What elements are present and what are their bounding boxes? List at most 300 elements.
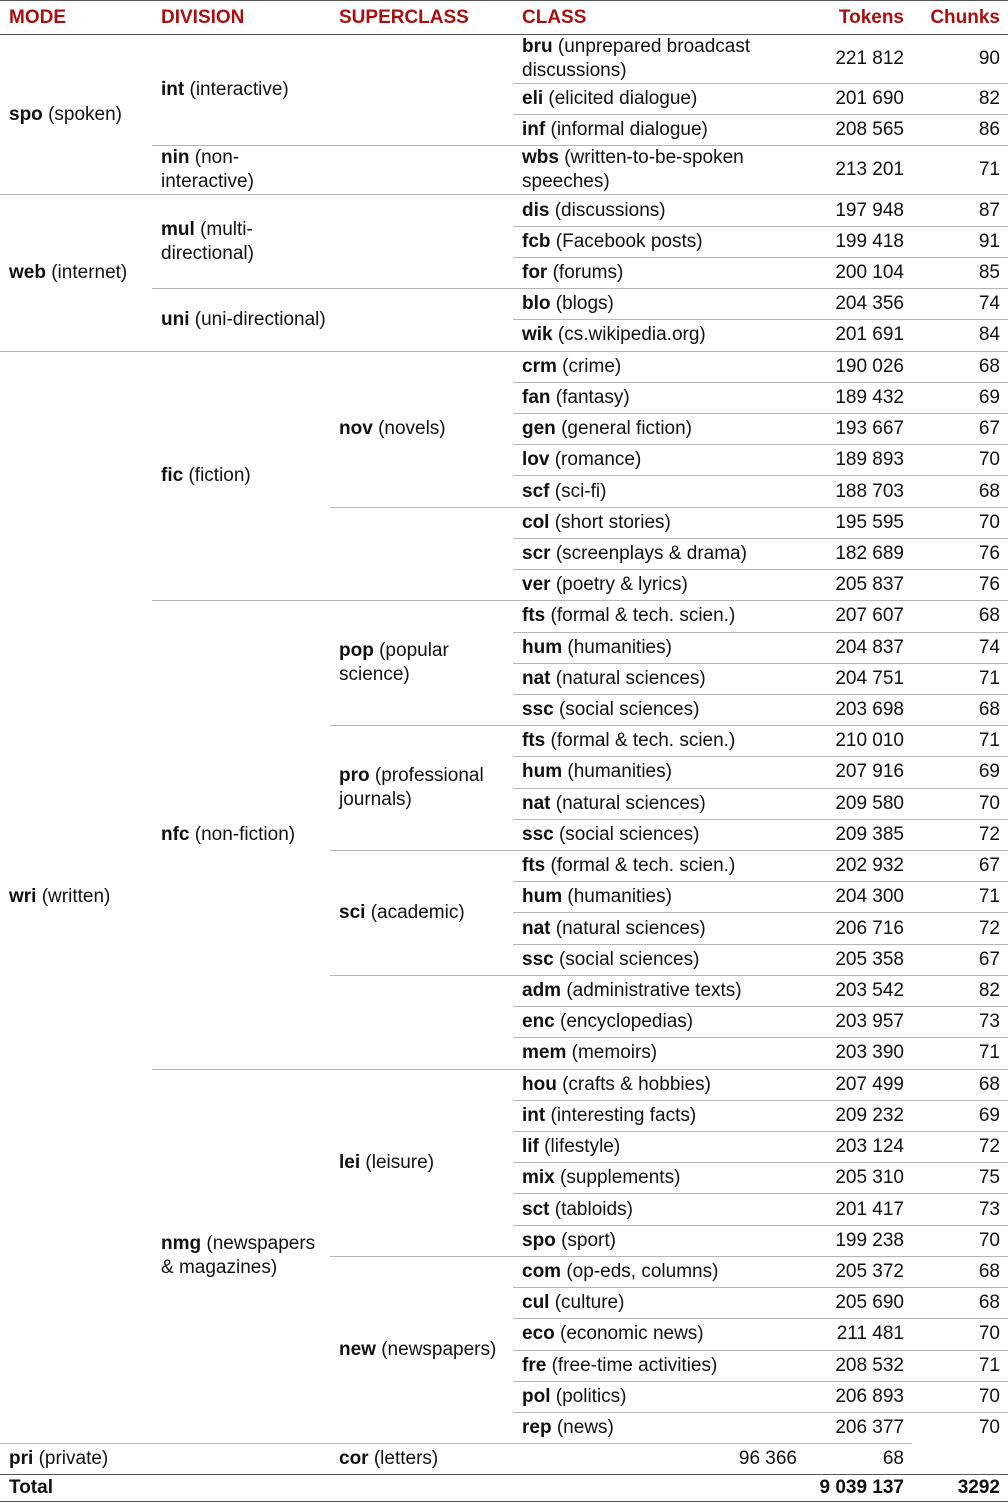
superclass-cell (330, 726, 513, 851)
tokens-cell: 207 607 (805, 601, 912, 632)
class-cell-desc: (unprepared broadcast discussions) (522, 36, 751, 81)
tokens-cell: 202 932 (805, 851, 912, 882)
tokens-cell: 210 010 (805, 726, 912, 757)
tokens-cell: 204 356 (805, 289, 912, 320)
chunks-cell: 74 (912, 289, 1008, 320)
class-cell (513, 1194, 805, 1225)
chunks-cell: 71 (912, 882, 1008, 913)
tokens-cell: 208 532 (805, 1350, 912, 1381)
class-cell (513, 819, 805, 850)
class-cell-code: fts (522, 605, 546, 627)
class-cell-desc: (fantasy) (555, 386, 630, 408)
tokens-cell: 201 690 (805, 84, 912, 115)
superclass-cell-code: nov (339, 418, 373, 440)
class-cell (513, 226, 805, 257)
class-cell (513, 382, 805, 413)
chunks-cell: 72 (912, 819, 1008, 850)
class-cell-desc: (interesting facts) (550, 1104, 697, 1126)
superclass-cell-desc: (novels) (378, 418, 446, 440)
tokens-cell: 190 026 (805, 351, 912, 382)
class-cell-desc: (written-to-be-spoken speeches) (522, 147, 744, 193)
tokens-cell: 208 565 (805, 115, 912, 146)
chunks-cell: 76 (912, 570, 1008, 601)
class-cell (513, 882, 805, 913)
class-cell (513, 1132, 805, 1163)
tokens-cell: 209 232 (805, 1100, 912, 1131)
chunks-cell: 68 (912, 601, 1008, 632)
class-cell (513, 538, 805, 569)
class-cell-desc: (short stories) (554, 511, 671, 533)
class-cell-desc: (humanities) (567, 761, 672, 783)
superclass-cell-code: lei (339, 1151, 361, 1173)
division-cell (0, 1444, 152, 1475)
division-cell (152, 1069, 330, 1444)
class-cell-desc: (blogs) (555, 293, 614, 315)
class-cell-code: crm (522, 355, 557, 377)
chunks-cell: 76 (912, 538, 1008, 569)
mode-cell-code: spo (9, 103, 43, 125)
tokens-cell: 203 698 (805, 694, 912, 725)
header-class: CLASS (513, 1, 805, 35)
class-cell-desc: (politics) (555, 1385, 627, 1407)
class-cell-code: spo (522, 1229, 556, 1251)
total-label: Total (0, 1475, 152, 1502)
class-cell-code: scf (522, 480, 550, 502)
class-cell (513, 788, 805, 819)
tokens-cell: 211 481 (805, 1319, 912, 1350)
class-cell (513, 445, 805, 476)
class-cell-code: eli (522, 88, 544, 110)
class-cell-desc: (humanities) (567, 636, 672, 658)
superclass-cell-desc: (professional journals) (339, 765, 484, 811)
class-cell (513, 507, 805, 538)
tokens-cell: 213 201 (805, 146, 912, 195)
tokens-cell: 205 358 (805, 944, 912, 975)
superclass-cell-desc: (popular science) (339, 640, 449, 686)
superclass-cell-code: pro (339, 765, 370, 787)
chunks-cell: 91 (912, 226, 1008, 257)
superclass-cell-desc: (academic) (370, 901, 465, 923)
division-cell (152, 146, 330, 195)
class-cell-code: nat (522, 917, 551, 939)
chunks-cell: 67 (912, 944, 1008, 975)
class-cell-code: eco (522, 1323, 555, 1345)
header-chunks: Chunks (912, 1, 1008, 35)
header-mode: MODE (0, 1, 152, 35)
division-cell-code: fic (161, 464, 184, 486)
tokens-cell: 207 499 (805, 1069, 912, 1100)
header-division: DIVISION (152, 1, 330, 35)
class-cell-code: ssc (522, 823, 554, 845)
mode-cell-desc: (written) (41, 886, 111, 908)
class-cell (513, 1256, 805, 1287)
table-row (0, 289, 1008, 320)
chunks-cell: 87 (912, 195, 1008, 226)
division-cell-code: nin (161, 147, 190, 169)
chunks-cell: 82 (912, 975, 1008, 1006)
class-cell-desc: (culture) (554, 1292, 625, 1314)
division-cell-code: uni (161, 308, 190, 330)
class-cell (513, 601, 805, 632)
class-cell (513, 1038, 805, 1069)
superclass-cell (330, 35, 513, 146)
superclass-cell (152, 1444, 330, 1475)
tokens-cell: 221 812 (805, 35, 912, 84)
chunks-cell: 68 (912, 1256, 1008, 1287)
division-cell-desc: (non-fiction) (194, 823, 296, 845)
chunks-cell: 70 (912, 788, 1008, 819)
header-row (0, 1, 1008, 35)
class-cell-desc: (Facebook posts) (555, 230, 703, 252)
division-cell-desc: (private) (38, 1448, 109, 1470)
class-cell (513, 476, 805, 507)
chunks-cell: 70 (912, 507, 1008, 538)
chunks-cell: 71 (912, 1350, 1008, 1381)
tokens-cell: 189 893 (805, 445, 912, 476)
table-row (0, 351, 1008, 382)
chunks-cell: 71 (912, 663, 1008, 694)
class-cell-desc: (memoirs) (571, 1042, 658, 1064)
class-cell-code: cul (522, 1292, 550, 1314)
class-cell (513, 35, 805, 84)
tokens-cell: 199 238 (805, 1225, 912, 1256)
chunks-cell: 75 (912, 1163, 1008, 1194)
tokens-cell: 204 751 (805, 663, 912, 694)
division-cell-code: mul (161, 218, 195, 240)
class-cell (513, 1381, 805, 1412)
division-cell (152, 351, 330, 601)
class-cell (513, 913, 805, 944)
superclass-cell (330, 195, 513, 289)
chunks-cell: 68 (805, 1444, 912, 1475)
mode-cell-code: web (9, 261, 46, 283)
class-cell-code: int (522, 1104, 546, 1126)
class-cell-code: col (522, 511, 550, 533)
class-cell-code: inf (522, 119, 546, 141)
class-cell (513, 1163, 805, 1194)
class-cell (513, 1100, 805, 1131)
mode-cell (0, 195, 152, 351)
tokens-cell: 203 124 (805, 1132, 912, 1163)
chunks-cell: 67 (912, 413, 1008, 444)
class-cell-code: ssc (522, 948, 554, 970)
class-cell (513, 351, 805, 382)
superclass-cell-code: pop (339, 640, 374, 662)
class-cell-code: hum (522, 886, 563, 908)
class-cell (513, 146, 805, 195)
class-cell-desc: (crafts & hobbies) (562, 1073, 712, 1095)
class-cell-desc: (poetry & lyrics) (555, 574, 688, 596)
superclass-cell (330, 507, 513, 601)
tokens-cell: 201 417 (805, 1194, 912, 1225)
class-cell-code: mix (522, 1167, 555, 1189)
class-cell-code: fts (522, 855, 546, 877)
chunks-cell: 68 (912, 476, 1008, 507)
chunks-cell: 86 (912, 115, 1008, 146)
class-cell (513, 320, 805, 351)
chunks-cell: 73 (912, 1007, 1008, 1038)
class-cell-code: hum (522, 761, 563, 783)
class-cell-code: cor (339, 1448, 369, 1470)
division-cell-desc: (non-interactive) (161, 147, 254, 193)
class-cell-desc: (free-time activities) (551, 1354, 718, 1376)
class-cell-desc: (formal & tech. scien.) (550, 855, 736, 877)
class-cell-code: for (522, 261, 548, 283)
class-cell-desc: (sci-fi) (554, 480, 607, 502)
superclass-cell (330, 975, 513, 1069)
class-cell-code: nat (522, 792, 551, 814)
mode-cell-desc: (spoken) (48, 103, 122, 125)
class-cell-desc: (general fiction) (561, 418, 693, 440)
class-cell-code: bru (522, 36, 553, 57)
class-cell-code: fts (522, 730, 546, 752)
class-cell (513, 1319, 805, 1350)
class-cell-code: fre (522, 1354, 547, 1376)
division-cell (152, 195, 330, 289)
class-cell (513, 757, 805, 788)
class-cell-desc: (letters) (373, 1448, 439, 1470)
tokens-cell: 209 385 (805, 819, 912, 850)
division-cell-desc: (multi-directional) (161, 218, 254, 264)
table-row (0, 601, 1008, 632)
class-cell (513, 851, 805, 882)
division-cell-desc: (fiction) (188, 464, 251, 486)
mode-cell (0, 351, 152, 1444)
tokens-cell: 205 837 (805, 570, 912, 601)
chunks-cell: 68 (912, 1288, 1008, 1319)
class-cell-desc: (supplements) (560, 1167, 681, 1189)
tokens-cell: 206 377 (805, 1412, 912, 1443)
class-cell-code: hou (522, 1073, 557, 1095)
chunks-cell: 68 (912, 1069, 1008, 1100)
superclass-cell-desc: (leisure) (365, 1151, 435, 1173)
tokens-cell: 206 893 (805, 1381, 912, 1412)
total-empty-cell (152, 1475, 330, 1502)
division-cell-desc: (newspapers & magazines) (161, 1233, 316, 1279)
class-cell-code: lov (522, 449, 550, 471)
chunks-cell: 72 (912, 913, 1008, 944)
superclass-cell (330, 289, 513, 351)
class-cell-desc: (economic news) (560, 1323, 704, 1345)
class-cell-code: gen (522, 418, 556, 440)
class-cell (513, 663, 805, 694)
superclass-cell-code: new (339, 1339, 376, 1361)
total-empty-cell (330, 1475, 513, 1502)
tokens-cell: 96 366 (513, 1444, 805, 1475)
superclass-cell (330, 851, 513, 976)
class-cell-code: wik (522, 324, 553, 346)
class-cell-code: sct (522, 1198, 550, 1220)
chunks-cell: 71 (912, 146, 1008, 195)
class-cell-code: nat (522, 667, 551, 689)
class-cell-desc: (sport) (561, 1229, 616, 1251)
tokens-cell: 205 310 (805, 1163, 912, 1194)
tokens-cell: 205 690 (805, 1288, 912, 1319)
chunks-cell: 84 (912, 320, 1008, 351)
class-cell (513, 1350, 805, 1381)
class-cell (513, 1412, 805, 1443)
division-cell (152, 289, 330, 351)
table-row (0, 195, 1008, 226)
mode-cell-desc: (internet) (51, 261, 128, 283)
tokens-cell: 197 948 (805, 195, 912, 226)
class-cell-code: com (522, 1260, 562, 1282)
total-chunks: 3292 (912, 1475, 1008, 1502)
class-cell (513, 1069, 805, 1100)
division-cell-desc: (uni-directional) (194, 308, 326, 330)
chunks-cell: 90 (912, 35, 1008, 84)
chunks-cell: 70 (912, 1381, 1008, 1412)
class-cell (513, 570, 805, 601)
class-cell-code: ssc (522, 699, 554, 721)
class-cell-desc: (social sciences) (558, 823, 700, 845)
superclass-cell (330, 146, 513, 195)
class-cell-code: rep (522, 1417, 552, 1439)
class-cell-desc: (screenplays & drama) (555, 542, 747, 564)
class-cell (513, 413, 805, 444)
superclass-cell-desc: (newspapers) (381, 1339, 497, 1361)
class-cell (513, 632, 805, 663)
chunks-cell: 85 (912, 257, 1008, 288)
division-cell-code: nmg (161, 1233, 202, 1255)
table-row (0, 146, 1008, 195)
class-cell (513, 1225, 805, 1256)
class-cell (513, 289, 805, 320)
tokens-cell: 195 595 (805, 507, 912, 538)
class-cell-desc: (news) (556, 1417, 614, 1439)
superclass-cell (330, 1256, 513, 1443)
class-cell-desc: (natural sciences) (555, 792, 706, 814)
tokens-cell: 188 703 (805, 476, 912, 507)
class-cell (513, 1288, 805, 1319)
class-cell-code: mem (522, 1042, 567, 1064)
class-cell-desc: (administrative texts) (566, 980, 742, 1002)
chunks-cell: 69 (912, 757, 1008, 788)
class-cell-code: ver (522, 574, 551, 596)
class-cell-code: enc (522, 1011, 555, 1033)
class-cell-code: fan (522, 386, 551, 408)
class-cell-desc: (formal & tech. scien.) (550, 605, 736, 627)
tokens-cell: 203 957 (805, 1007, 912, 1038)
class-cell (513, 1007, 805, 1038)
division-cell-code: pri (9, 1448, 34, 1470)
class-cell-code: fcb (522, 230, 551, 252)
superclass-cell (330, 1069, 513, 1256)
class-cell-desc: (romance) (554, 449, 642, 471)
class-cell (513, 84, 805, 115)
chunks-cell: 68 (912, 694, 1008, 725)
class-cell-code: pol (522, 1385, 551, 1407)
table-row (0, 1069, 1008, 1100)
chunks-cell: 70 (912, 1225, 1008, 1256)
class-cell (330, 1444, 513, 1475)
chunks-cell: 74 (912, 632, 1008, 663)
tokens-cell: 200 104 (805, 257, 912, 288)
chunks-cell: 70 (912, 445, 1008, 476)
tokens-cell: 203 542 (805, 975, 912, 1006)
class-cell-code: wbs (522, 147, 559, 169)
class-cell-desc: (lifestyle) (544, 1136, 621, 1158)
class-cell-desc: (tabloids) (554, 1198, 633, 1220)
chunks-cell: 72 (912, 1132, 1008, 1163)
class-cell-desc: (social sciences) (558, 699, 700, 721)
chunks-cell: 67 (912, 851, 1008, 882)
class-cell-desc: (social sciences) (558, 948, 700, 970)
mode-cell-code: wri (9, 886, 37, 908)
superclass-cell-code: sci (339, 901, 366, 923)
class-cell (513, 944, 805, 975)
class-cell-desc: (cs.wikipedia.org) (557, 324, 706, 346)
header-tokens: Tokens (805, 1, 912, 35)
class-cell-code: adm (522, 980, 562, 1002)
tokens-cell: 204 837 (805, 632, 912, 663)
class-cell-desc: (op-eds, columns) (566, 1260, 719, 1282)
class-cell (513, 195, 805, 226)
class-cell-desc: (encyclopedias) (560, 1011, 694, 1033)
class-cell-code: hum (522, 636, 563, 658)
total-tokens: 9 039 137 (805, 1475, 912, 1502)
division-cell-code: int (161, 79, 185, 101)
class-cell-desc: (formal & tech. scien.) (550, 730, 736, 752)
chunks-cell: 73 (912, 1194, 1008, 1225)
chunks-cell: 69 (912, 382, 1008, 413)
tokens-cell: 201 691 (805, 320, 912, 351)
header-superclass: SUPERCLASS (330, 1, 513, 35)
division-cell-code: nfc (161, 823, 190, 845)
tokens-cell: 182 689 (805, 538, 912, 569)
tokens-cell: 199 418 (805, 226, 912, 257)
tokens-cell: 206 716 (805, 913, 912, 944)
tokens-cell: 189 432 (805, 382, 912, 413)
class-cell-code: blo (522, 293, 551, 315)
chunks-cell: 70 (912, 1412, 1008, 1443)
division-cell (152, 601, 330, 1069)
class-cell-desc: (natural sciences) (555, 917, 706, 939)
chunks-cell: 69 (912, 1100, 1008, 1131)
class-cell (513, 975, 805, 1006)
total-row (0, 1475, 1008, 1502)
class-cell-desc: (humanities) (567, 886, 672, 908)
mode-cell (0, 35, 152, 195)
class-cell-desc: (natural sciences) (555, 667, 706, 689)
class-cell-desc: (informal dialogue) (550, 119, 708, 141)
superclass-cell (330, 601, 513, 726)
class-cell-code: scr (522, 542, 551, 564)
class-cell-desc: (crime) (562, 355, 622, 377)
division-cell-desc: (interactive) (189, 79, 289, 101)
chunks-cell: 71 (912, 726, 1008, 757)
tokens-cell: 205 372 (805, 1256, 912, 1287)
superclass-cell (330, 351, 513, 507)
class-cell (513, 694, 805, 725)
class-cell (513, 257, 805, 288)
chunks-cell: 68 (912, 351, 1008, 382)
division-cell (152, 35, 330, 146)
class-cell-desc: (forums) (552, 261, 624, 283)
tokens-cell: 207 916 (805, 757, 912, 788)
chunks-cell: 71 (912, 1038, 1008, 1069)
total-empty-cell (513, 1475, 805, 1502)
class-cell-desc: (elicited dialogue) (548, 88, 698, 110)
tokens-cell: 193 667 (805, 413, 912, 444)
class-cell-code: dis (522, 199, 550, 221)
table-row (0, 1444, 1008, 1475)
chunks-cell: 82 (912, 84, 1008, 115)
tokens-cell: 203 390 (805, 1038, 912, 1069)
chunks-cell: 70 (912, 1319, 1008, 1350)
class-cell-code: lif (522, 1136, 539, 1158)
tokens-cell: 209 580 (805, 788, 912, 819)
